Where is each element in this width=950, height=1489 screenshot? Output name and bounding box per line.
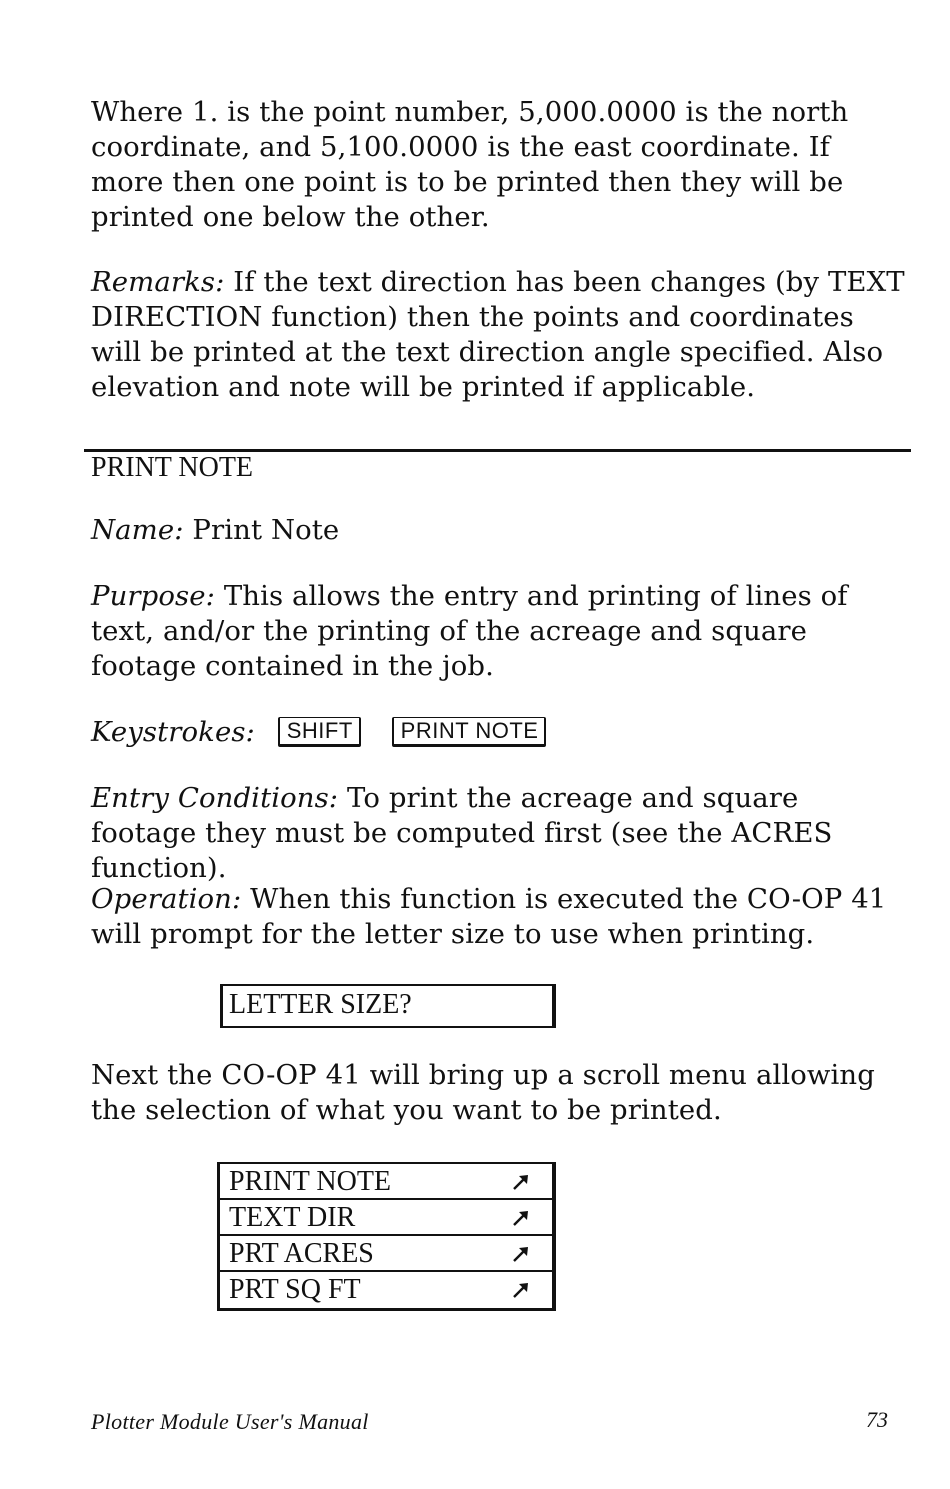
menu-item-prt-sq-ft: [220, 1272, 552, 1308]
operation-text: When this function is executed the CO-OP 41 will prompt for the letter size to use when printing.: [91, 883, 887, 950]
remarks-paragraph: [91, 265, 911, 405]
remarks-text: If the text direction has been changes (by TEXT DIRECTION function) then the points and coordinates will be printed at the text direction angle specified. Also elevation and note will be printed if applicable.: [91, 266, 905, 403]
keystrokes-paragraph: [91, 715, 911, 750]
scroll-menu-display: [217, 1162, 556, 1311]
section-heading: PRINT NOTE: [91, 452, 254, 483]
menu-item-label: PRT ACRES: [229, 1238, 374, 1269]
operation-label: Operation:: [91, 883, 242, 915]
purpose-paragraph: [91, 579, 911, 684]
entry-conditions-paragraph: [91, 781, 911, 886]
menu-item-prt-acres: [220, 1236, 552, 1272]
menu-item-text-dir: [220, 1200, 552, 1236]
purpose-label: Purpose:: [91, 580, 215, 612]
menu-item-print-note: [220, 1164, 552, 1200]
entry-conditions-label: Entry Conditions:: [91, 782, 339, 814]
menu-intro-text: Next the CO-OP 41 will bring up a scroll menu allowing the selection of what you want to be printed.: [91, 1059, 875, 1126]
intro-text: Where 1. is the point number, 5,000.0000 is the north coordinate, and 5,100.0000 is the east coordinate. If more then one point is to be printed then they will be printed one below the other.: [91, 96, 849, 233]
shift-key: SHIFT: [278, 717, 361, 747]
purpose-text: This allows the entry and printing of lines of text, and/or the printing of the acreage and square footage contained in the job.: [91, 580, 848, 682]
menu-item-label: PRINT NOTE: [229, 1166, 392, 1197]
keystrokes-label: Keystrokes:: [91, 716, 255, 748]
menu-intro-paragraph: [91, 1058, 911, 1128]
menu-item-label: TEXT DIR: [229, 1202, 356, 1233]
footer-title: Plotter Module User's Manual: [91, 1409, 369, 1434]
operation-paragraph: [91, 882, 911, 952]
arrow-up-right-icon: [512, 1245, 530, 1263]
letter-size-display: [220, 984, 556, 1028]
arrow-up-right-icon: [512, 1209, 530, 1227]
intro-paragraph: [91, 95, 911, 235]
arrow-up-right-icon: [512, 1281, 530, 1299]
page-number: 73: [866, 1407, 888, 1432]
name-paragraph: [91, 513, 911, 548]
entry-conditions-text: To print the acreage and square footage they must be computed first (see the ACRES function).: [91, 782, 833, 884]
menu-item-label: PRT SQ FT: [229, 1274, 361, 1305]
name-text: Print Note: [183, 514, 340, 546]
remarks-label: Remarks:: [91, 266, 225, 298]
name-label: Name:: [91, 514, 184, 546]
arrow-up-right-icon: [512, 1173, 530, 1191]
letter-size-prompt: LETTER SIZE?: [229, 989, 412, 1020]
print-note-key: PRINT NOTE: [392, 717, 547, 747]
